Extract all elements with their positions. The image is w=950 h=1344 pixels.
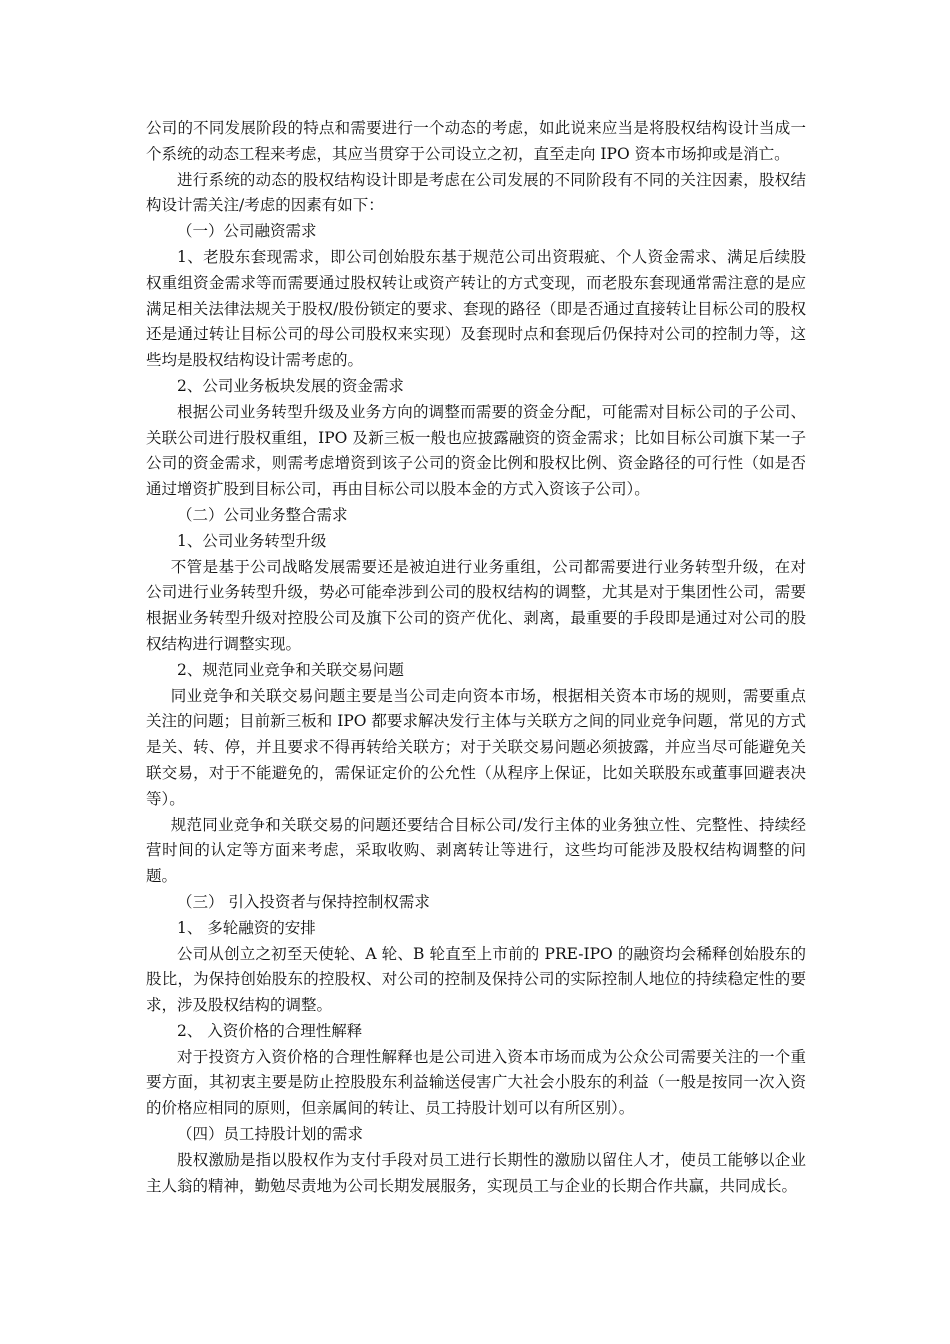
heading-employee-stock-plan: （四）员工持股计划的需求 [177,1125,364,1144]
paragraph-business-funding: 根据公司业务转型升级及业务方向的调整而需要的资金分配，可能需对目标公司的子公司、关联公司进行股权重组，IPO 及新三板一般也应披露融资的资金需求；比如目标公司旗下某一子公司的资金需求，则需考虑增资到该子公司的资金比例和股权比例、资金路径的可行性（如是否通过增资扩股到目标公司，再由目标公司以股本金的方式入资该子公司）。 [146,402,806,499]
heading-business-integration: （二）公司业务整合需求 [177,505,348,524]
subheading-business-transformation: 1、公司业务转型升级 [177,531,327,550]
heading-investors-control: （三） 引入投资者与保持控制权需求 [177,892,430,911]
paragraph-equity-incentive: 股权激励是指以股权作为支付手段对员工进行长期性的激励以留住人才，使员工能够以企业主人翁的精神，勤勉尽责地为公司长期发展服务，实现员工与企业的长期合作共赢，共同成长。 [146,1150,806,1195]
paragraph-competition-considerations: 规范同业竞争和关联交易的问题还要结合目标公司/发行主体的业务独立性、完整性、持续经营时间的认定等方面来考虑，采取收购、剥离转让等进行，这些均可能涉及股权结构调整的问题。 [146,815,806,886]
paragraph-business-transformation: 不管是基于公司战略发展需要还是被迫进行业务重组，公司都需要进行业务转型升级，在对公司进行业务转型升级，势必可能牵涉到公司的股权结构的调整，尤其是对于集团性公司，需要根据业务转型升级对控股公司及旗下公司的资产优化、剥离，最重要的手段即是通过对公司的股权结构进行调整实现。 [146,557,806,653]
subheading-competition-related-party: 2、规范同业竞争和关联交易问题 [177,660,404,679]
document-page [146,116,806,1199]
paragraph-multi-round-financing: 公司从创立之初至天使轮、A 轮、B 轮直至上市前的 PRE-IPO 的融资均会稀释创始股东的股比，为保持创始股东的控股权、对公司的控制及保持公司的实际控制人地位的持续稳定性的要求，涉及股权结构的调整。 [146,944,806,1015]
paragraph-cash-out: 1、老股东套现需求，即公司创始股东基于规范公司出资瑕疵、个人资金需求、满足后续股权重组资金需求等而需要通过股权转让或资产转让的方式变现，而老股东套现通常需注意的是应满足相关法律法规关于股权/股份锁定的要求、套现的路径（即是否通过直接转让目标公司的股权还是通过转让目标公司的母公司股权来实现）及套现时点和套现后仍保持对公司的控制力等，这些均是股权结构设计需考虑的。 [146,247,806,370]
paragraph-investment-price: 对于投资方入资价格的合理性解释也是公司进入资本市场而成为公众公司需要关注的一个重要方面，其初衷主要是防止控股股东利益输送侵害广大社会小股东的利益（一般是按同一次入资的价格应相同的原则，但亲属间的转让、员工持股计划可以有所区别）。 [146,1047,806,1118]
heading-financing-needs: （一）公司融资需求 [177,222,317,241]
subheading-investment-price: 2、 入资价格的合理性解释 [177,1021,363,1040]
paragraph-dynamic-design: 进行系统的动态的股权结构设计即是考虑在公司发展的不同阶段有不同的关注因素，股权结构设计需关注/考虑的因素有如下： [146,170,806,215]
subheading-business-funding: 2、公司业务板块发展的资金需求 [177,376,404,395]
subheading-multi-round-financing: 1、 多轮融资的安排 [177,918,316,937]
paragraph-intro-continued: 公司的不同发展阶段的特点和需要进行一个动态的考虑，如此说来应当是将股权结构设计当成一个系统的动态工程来考虑，其应当贯穿于公司设立之初，直至走向 IPO 资本市场抑或是消亡。 [146,119,806,163]
paragraph-competition-related-party: 同业竞争和关联交易问题主要是当公司走向资本市场，根据相关资本市场的规则，需要重点关注的问题；目前新三板和 IPO 都要求解决发行主体与关联方之间的同业竞争问题，常见的方式是关、转、停，并且要求不得再转给关联方；对于关联交易问题必须披露，并应当尽可能避免关联交易，对于不能避免的，需保证定价的公允性（从程序上保证，比如关联股东或董事回避表决等）。 [146,686,806,808]
